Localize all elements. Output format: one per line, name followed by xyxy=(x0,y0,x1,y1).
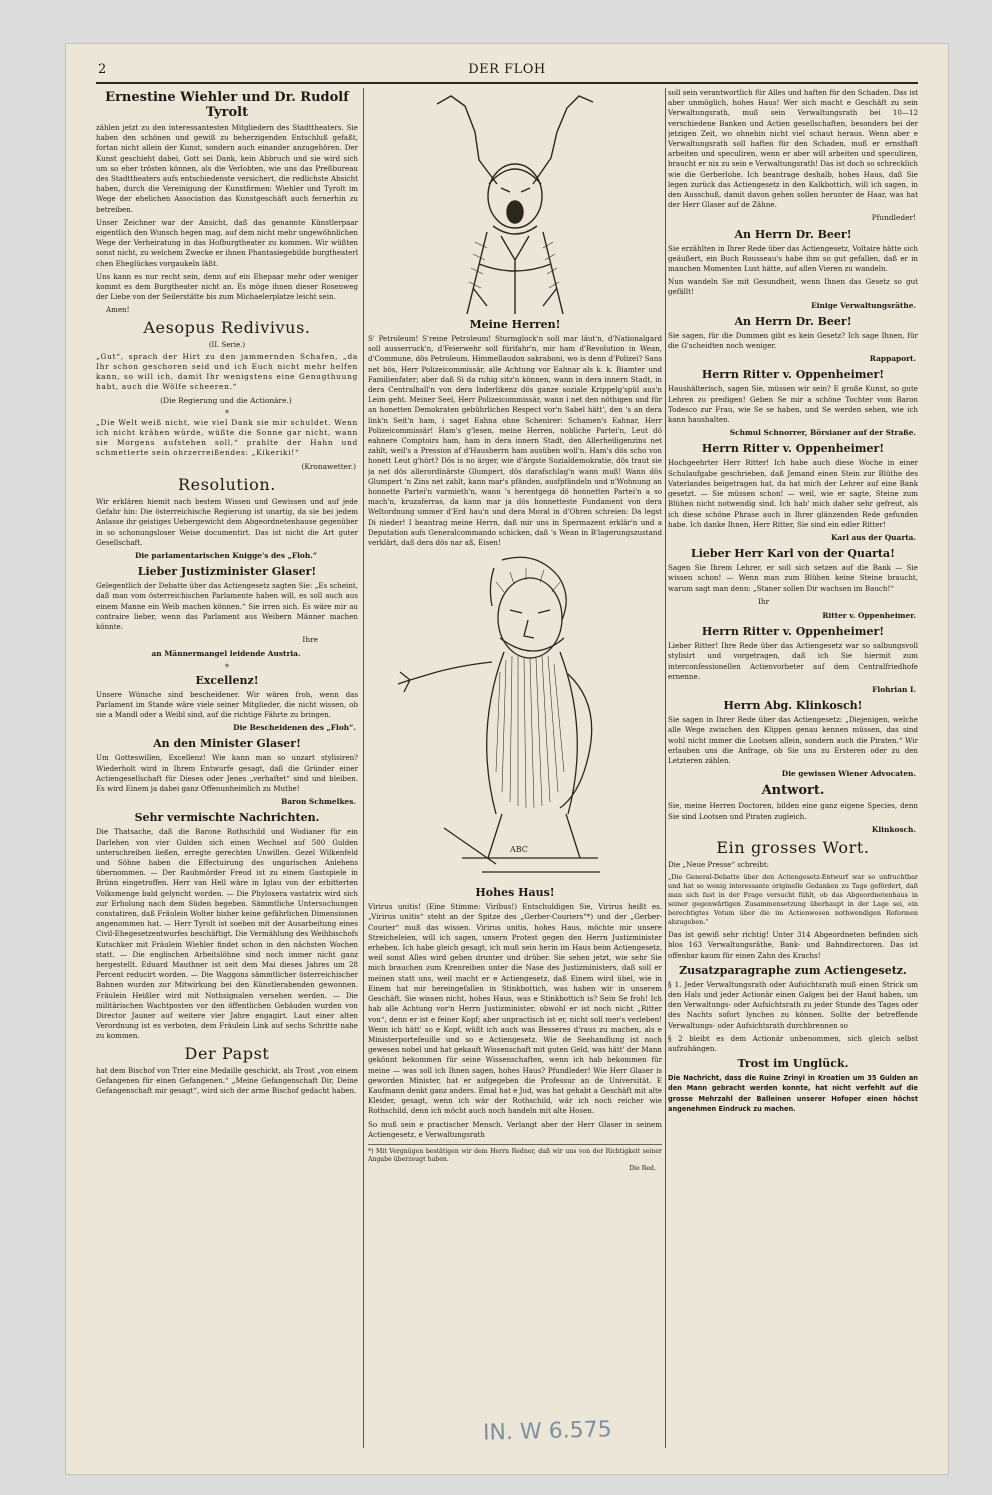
article-wiehler-tyrolt xyxy=(96,90,358,316)
article-heading: Zusatzparagraphe zum Actiengesetz. xyxy=(679,963,907,977)
footnote-signature: Die Red. xyxy=(629,1164,656,1172)
article-paragraph: Sie erzählten in Ihrer Rede über das Actiengesetz, Voltaire hätte sich geäußert, ein Buch Rousseau's habe ihm so gut gefallen, daß er in manchen Momenten Lust hätte, auf allen Vieren zu wandeln. xyxy=(668,243,918,274)
article-signature: Baron Schmelkes. xyxy=(281,797,356,807)
article-signature: Ihr xyxy=(758,596,770,606)
article-heading: Hohes Haus! xyxy=(475,886,555,900)
article-paragraph: § 2 bleibt es dem Actionär unbenommen, sich gleich selbst aufzuhängen. xyxy=(668,1033,918,1053)
article-meine-herren xyxy=(368,318,662,548)
article-paragraph: Sie sagen in Ihrer Rede über das Actiengesetz: „Diejenigen, welche alle Wege zwischen den Klippen genau kennen müssen, das sind wohl nicht immer die Lootsen allein, sondern auch die Piraten.“ Wir erlauben uns die Anfrage, ob Sie uns zu Ersteren oder zu den Letzteren zählen. xyxy=(668,715,918,765)
article-excellenz xyxy=(96,674,358,734)
article-beer-1 xyxy=(668,228,918,311)
article-heading: Meine Herren! xyxy=(469,318,561,331)
article-heading: An den Minister Glaser! xyxy=(153,737,301,751)
article-paragraph: Lieber Ritter! Ihre Rede über das Actiengesetz war so salbungsvoll stylisirt und vorgetragen, daß ich Sie hiermit zum interconfessionellen Actienvorbeter auf dem Centralfriedhofe ernenne. xyxy=(668,641,918,681)
illustration-bearded-man-caricature xyxy=(384,552,646,882)
article-paragraph: Virirus unitis! (Eine Stimme: Viribus!) Entschuldigen Sie, Virirus heißt es. „Virirus unitis“ steht an der Spitze des „Gerber-Couriers“*) und der „Gerber-Courier“ muß das wissen. Virirus unitis, hohes Haus, möchte mir unsere Streicheleien, will ich sagen, unsern Protest gegen den Herrn Justizminister erheben. Ich habe gleich gesagt, ich muß sein herin im Haus beim Actiengesetz, weil sonst Alles wird gehen drunter und drüber. Sie sehen jetzt, wie sehr Sie mich brauchen zum Krenreiben unter die Nase des Justizministers, daß soll er meinen statt uns, weil macht er e Actiengesetz, daß Einem wird übel, wie in Einem hat mir hereingefallen in Stinkbottich, was haben wir in unserem Geschäft. Sie wissen nicht, hohes Haus, was e Stinkbottich is? Sein Se froh! Ich hab alle Achtung vor'n Herrn Justizminister, obwohl er ist noch nicht „Ritter von“, denn er ist e feiner Kopf; aber unpractisch ist er, nicht soll mer's verleben! Wenn ich hätt' so e Kopf, wüßt ich auch was Besseres d'raus zu machen, als e Ministerportefeuille und so e Actiengesetz. Wie de Seehandlung ist noch gewesen nobel und hat gekauft Wissenschaft mit guten Geld, was hätt' der Mann gekönnt bekommen für seine Wissenschaften, wenn ich hab bekommen für meine — was soll ich Ihnen sagen, hohes Haus? Pfundleder! Wie Herr Glaser is geworden Minister, hat er aufgegeben die Professur an de Universität. E Kaufmann denkt ganz anders. Emal hat e Jud, was hat gehabt a Geschäft mit alte Kleider, gesagt, wenn ich wär der Rothschild, wär ich noch reicher wie Rothschild, denn ich möcht auch noch handeln mit alte Hosen. xyxy=(368,902,662,1116)
article-heading: Der Papst xyxy=(184,1043,270,1063)
article-heading: Herrn Ritter v. Oppenheimer! xyxy=(701,625,885,639)
column-rule-1 xyxy=(363,88,364,1448)
fable-paragraph: „Gut“, sprach der Hirt zu den jammernden Schafen, „da Ihr schon geschoren seid und ich Euch nicht mehr helfen kann, so will ich, damit Ihr wenigstens eine Genugthuung habt, auch die Wölfe scheeren.“ xyxy=(96,351,358,392)
article-signature: Rappaport. xyxy=(869,354,916,364)
fable-attribution: (Kronawetter.) xyxy=(301,461,356,471)
article-heading: Aesopus Redivivus. xyxy=(143,317,311,337)
article-heading: An Herrn Dr. Beer! xyxy=(734,314,852,328)
article-signature: Die gewissen Wiener Advocaten. xyxy=(781,769,916,779)
article-paragraph: § 1. Jeder Verwaltungsrath oder Aufsichtsrath muß einen Strick um den Hals und jeder Actionär einen Galgen bei der Hand haben, um den Verwaltungs- oder Aufsichtsrath zu jeder Stunde des Tages oder des Nachts sofort lynchen zu können. Sollte der betreffende Verwaltungs- oder Aufsichtsrath durchbrennen so xyxy=(668,979,918,1030)
article-justizminister xyxy=(96,565,358,671)
article-paragraph: Die „Neue Presse“ schreibt: xyxy=(668,859,770,869)
article-karl-quarta xyxy=(668,547,918,621)
article-paragraph: Die Nachricht, dass die Ruine Zrinyi in Kroatien um 35 Gulden an den Mann gebracht werden konnte, hat nicht verfehlt auf die grosse Mehrzahl der Balleinen unserer Hofoper einen höchst angenehmen Eindruck zu machen. xyxy=(668,1074,918,1113)
article-heading: Lieber Herr Karl von der Quarta! xyxy=(691,547,895,561)
article-paragraph: Amen! xyxy=(106,305,130,315)
article-oppenheimer-2 xyxy=(668,442,918,543)
article-signature: Klinkosch. xyxy=(871,824,916,834)
article-heading: Ein grosses Wort. xyxy=(716,837,870,857)
article-oppenheimer-3 xyxy=(668,625,918,695)
article-heading: Excellenz! xyxy=(195,673,259,687)
article-continuation xyxy=(668,88,918,224)
article-paragraph: Das ist gewiß sehr richtig! Unter 314 Abgeordneten befinden sich blos 163 Verwaltungsräthe, Bank- und Bahndirectoren. Das ist offenbar kaum für einen Zahn des Krachs! xyxy=(668,930,918,960)
article-heading: Herrn Ritter v. Oppenheimer! xyxy=(701,368,885,382)
column-right xyxy=(668,88,918,1458)
article-beer-2 xyxy=(668,315,918,365)
article-heading: Ernestine Wiehler und Dr. Rudolf Tyrolt xyxy=(105,90,349,120)
column-rule-2 xyxy=(665,88,666,1448)
article-signature: Ihre xyxy=(302,635,318,645)
article-paragraph: Unsere Wünsche sind bescheidener. Wir wären froh, wenn das Parlament im Stande wäre viele seiner Mitglieder, die nicht wissen, ob sie a Mandl oder a Weibl sind, auf die richtige Fährte zu bringen. xyxy=(96,689,358,719)
article-paragraph: Wir erklären hiemit nach bestem Wissen und Gewissen und auf jede Gefahr hin: Die österreichische Regierung ist unartig, da sie bei jedem Anlasse ihr geistiges Uebergewicht dem Abgeordnetenhause gegenüber in so schonungsloser Weise documentirt. Das ist nicht die Art guter Gesellschaft. xyxy=(96,496,358,547)
newspaper-title: DER FLOH xyxy=(468,62,546,77)
article-paragraph: So muß sein e practischer Mensch. Verlangt aber der Herr Glaser in seinem Actiengesetz, e Verwaltungsrath xyxy=(368,1119,662,1139)
article-vermischte-nachrichten xyxy=(96,811,358,1041)
article-heading: Lieber Justizminister Glaser! xyxy=(137,565,317,579)
svg-text:ABC: ABC xyxy=(510,845,528,855)
article-signature: Die parlamentarischen Knigge's des „Floh.“ xyxy=(134,550,318,560)
article-signature: Flohrian I. xyxy=(872,684,916,694)
article-heading: Trost im Unglück. xyxy=(737,1057,849,1071)
article-zusatzparagraphe xyxy=(668,964,918,1054)
article-signature: an Männermangel leidende Austria. xyxy=(151,649,301,659)
article-paragraph: Hochgeehrter Herr Ritter! Ich habe auch diese Woche in einer Schulaufgabe geschrieben, daß Jemand einen Stein zur Blüthe des Vaterlandes beigetragen hat, da hat mich der Lehrer auf eine Bank gesetzt. — Sie müssen schon! — weil, wie er sagte, Steine zum Blühen nicht notwendig sind. Ich hab' mich daher sehr gefreut, als ich diese schöne Phrase auch in Ihrer glänzenden Rede gefunden habe. Ich danke Ihnen, Herr Ritter, Sie sind ein edler Ritter! xyxy=(668,458,918,529)
archive-stamp: IN. W 6.575 xyxy=(482,1417,612,1446)
masthead xyxy=(96,60,918,84)
article-klinkosch xyxy=(668,699,918,779)
article-signature: Schmul Schnorrer, Börsianer auf der Straße. xyxy=(729,428,916,438)
article-paragraph: Haushälterisch, sagen Sie, müssen wir sein? E große Kunst, so gute Lehren zu predigen! Geben Se mir a schöne Tochter vom Baron Todesco zur Frau, wie Se se haben, und Se werden sehen, wie ich kann haushalten. xyxy=(668,384,918,425)
article-papst xyxy=(96,1045,358,1097)
article-paragraph: zählen jetzt zu den interessantesten Mitgliedern des Stadttheaters. Sie haben den schönen und gewiß zu beherzigenden Entschluß gefaßt, fortan nicht allein der Kunst, sondern auch einander anzugehören. Der Kunst geschieht dabei, Gott sei Dank, kein Abbruch und sie wird sich um so eher trösten können, als die Verlobten, wie uns das Preßbureau des Stadttheaters aufs entschiedenste versichert, die redlichste Absicht haben, durch die Vereinigung der Kunstfirmen: Wiehler und Tyrolt im Wege der ehelichen Association das Kunstgeschäft auch fernerhin zu betreiben. xyxy=(96,123,358,214)
article-paragraph: Sie, meine Herren Doctoren, bilden eine ganz eigene Species, denn Sie sind Lootsen und Piraten zugleich. xyxy=(668,801,918,821)
fable-paragraph: „Die Welt weiß nicht, wie viel Dank sie mir schuldet. Wenn ich nicht krähen würde, wüßte die Sonne gar nicht, wann sie Morgens aufstehen soll,“ prahlte der Hahn und schmetterte sein ohrzerreißendes: „Kikeriki!“ xyxy=(96,417,358,458)
article-paragraph: soll sein verantwortlich für Alles und haften für den Schaden. Das ist aber unmöglich, hohes Haus! Wer sich macht e Geschäft zu sein Verwaltungsrath, muß sein Verwaltungsrath bei 10—12 verschiedene Banken und Actien gesellschaften, besonders bei der jetzigen Zeit, wo ohnehin nicht viel schaut heraus. Wenn aber e Verwaltungsrath soll haften für den Schaden, muß er ernsthaft arbeiten und speculiren, wenn er aber will arbeiten und speculiren, braucht er nix zu sein e Verwaltungsrath! Das ist doch so schrecklich wie die Gerberlohe. Ich beantrage deshalb, hohes Haus, daß Sie legen zurück das Actiengesetz in den Kalkbottich, will ich sagen, in den Ausschuß, damit davon gehen sollen herunter de Haar, was hat der Herr Glaser auf de Zähne. xyxy=(668,88,918,210)
column-left xyxy=(96,88,358,1458)
article-aesopus xyxy=(96,319,358,472)
article-subtitle: (II. Serie.) xyxy=(208,340,246,349)
separator-star: * xyxy=(225,662,229,672)
article-heading: Antwort. xyxy=(761,783,825,799)
article-paragraph: Nun wandeln Sie mit Gesundheit, wenn Ihnen das Gesetz so gut gefällt! xyxy=(668,277,918,297)
article-quote: „Die General-Debatte über den Actiengesetz-Entwurf war so unfruchtbar und hat so wenig interessante originelle Gedanken zu Tage gefördert, daß man sich fast in der Frage versucht fühlt, ob das Abgeordnetenhaus in seiner gegenwärtigen Zusammensetzung überhaupt in der Lage sei, ein berechtigtes Votum über die im Actienwesen nothwendigen Reformen abzugeben.“ xyxy=(668,873,918,927)
separator-star: * xyxy=(225,408,229,418)
article-minister-glaser xyxy=(96,737,358,807)
article-heading: Herrn Ritter v. Oppenheimer! xyxy=(701,442,885,456)
article-paragraph: Unser Zeichner war der Ansicht, daß das genannte Künstlerpaar eigentlich den Wunsch hegen mag, auf dem nicht mehr ungewöhnlichen Wege der Verheiratung in das Hofburgtheater zu kommen. Wir wüßten sonst nicht, zu welchem Zwecke er ihnen Phantasiegebilde burgtheaterl chen Eheglückes vorgaukeln läßt. xyxy=(96,217,358,268)
article-signature: Einige Verwaltungsräthe. xyxy=(811,300,916,310)
article-heading: An Herrn Dr. Beer! xyxy=(734,227,852,241)
article-hohes-haus xyxy=(368,886,662,1140)
article-paragraph: Gelegentlich der Debatte über das Actiengesetz sagten Sie: „Es scheint, daß man vom österreichischen Parlamente haben will, es soll auch aus einem Manne ein Weib machen können.“ Sie irren sich. Es wäre mir au contraire lieber, wenn das Parlament aus Weibern Männer machen könnte. xyxy=(96,581,358,631)
article-signature: Karl aus der Quarta. xyxy=(831,532,916,542)
article-antwort xyxy=(668,783,918,835)
newspaper-page xyxy=(66,44,948,1474)
article-paragraph: Die Thatsache, daß die Barone Rothschild und Wodianer für ein Darlehen von vier Gulden sich einen Wechsel auf 500 Gulden unterschreiben ließen, erregte gerechten Unwillen. Gezel Wilkenfeld und Söhne haben die Effectuirung des ungarischen Anlehens übernommen. — Der Raubmörder Freud ist zu einem Gastspiele in Brünn eingetroffen. Herr van Hell wäre in Iglau von der erbitterten Volksmenge bald gelyncht worden. — Die Phyloxera vastatrix wird sich zur Erholung nach dem Süden begeben. Sämmtliche Untersuchungen constatiren, daß Fräulein Wolter bisher keine gefährlichen Dimensionen angenommen hat. — Herr Tyrolt ist soeben mit der Ausarbeitung eines Civil-Ehegesetzentwurfes beschäftigt. Die Vermählung des Weihbischofs Kutschker mit Fräulein Wiehler findet schon in den nächsten Wochen statt. — Die englischen Arbeitslöhne sind noch immer nicht ganz hergestellt. Eduard Mauthner ist seit dem Mai dieses Jahres um 28 Percent reducirt worden. — Die Waggons sämmtlicher österreichischer Bahnen wurden zur Mitwirkung bei den Künstlerabenden gewonnen. Fräulein Heißler wird mit Nothsignalen versehen werden. — Die militärischen Wachtposten vor den öffentlichen Gebäuden wurden von Director Jauner auf weitere vier Jahre engagirt. Laut einer alten Verordnung ist es verboten, dem Fräulein Link auf sechs Schritte nahe zu kommen. xyxy=(96,827,358,1041)
article-signature: Pfundleder! xyxy=(871,213,916,223)
footnote-text: *) Mit Vergnügen bestätigen wir dem Herrn Redner, daß wir uns von der Richtigkeit seiner Angabe überzeugt haben. xyxy=(368,1147,662,1164)
article-paragraph: Um Gotteswillen, Excellenz! Wie kann man so unzart stylisiren? Wiederholt wird in Ihrem Entwurfe gesagt, daß die Gründer einer Actiengesellschaft für Dieses oder Jenes „verhaftet“ sind und bleiben. Es wird Einem ja dabei ganz Offenunheimlich zu Muthe! xyxy=(96,753,358,793)
article-heading: Resolution. xyxy=(178,474,276,494)
article-paragraph: Uns kann es nur recht sein, denn auf ein Ehepaar mehr oder weniger kommt es dem Burgtheater nicht an. Es möge ihnen dieser Rosenweg der Liebe von der Seilerstätte bis zum Michaelerplatze leicht sein. xyxy=(96,271,358,302)
article-paragraph: hat dem Bischof von Trier eine Medaille geschickt, als Trost „von einem Gefangenen für einen Gefangenen.“ „Meine Gefangenschaft Dir, Deine Gefangenschaft mir gesagt“, wird sich der arme Bischof gedacht haben. xyxy=(96,1065,358,1096)
article-signature: Die Bescheidenen des „Floh“. xyxy=(233,723,356,733)
footnote xyxy=(368,1144,662,1173)
fable-attribution: (Die Regierung und die Actionäre.) xyxy=(160,395,292,405)
article-heading: Sehr vermischte Nachrichten. xyxy=(134,811,320,825)
article-trost xyxy=(668,1057,918,1114)
article-resolution xyxy=(96,476,358,561)
article-paragraph: Sagen Sie Ihrem Lehrer, er soll sich setzen auf die Bank — Sie wissen schon! — Wenn man zum Blühen keine Steine braucht, warum sagt man denn: „Staner sollen Dir wachsen im Bauch!“ xyxy=(668,563,918,593)
article-paragraph: Sie sagen, für die Dummen gibt es kein Gesetz? Ich sage Ihnen, für die G'scheidten noch weniger. xyxy=(668,330,918,351)
illustration-shouting-man xyxy=(417,92,613,314)
column-middle xyxy=(368,88,662,1458)
article-signature: Ritter v. Oppenheimer. xyxy=(822,610,916,620)
article-oppenheimer-1 xyxy=(668,368,918,438)
article-grosses-wort xyxy=(668,839,918,961)
article-paragraph: S' Petroleum! S'reine Petroleum! Sturmglock'n soll mar läut'n, d'Nationalgard soll ausserruck'n, d'Feierwehr soll fürifahr'n, mir ham d'Revolution in Wean, d'Commune, dös Petroleum. Himmellaudon sakrabonі, wo is denn d'Polizei? Sans net bös, Herr Polizeicommissär, alle Achtung vor Eahnar als k. k. Biamter und Familienfater; aber daß Si da ruhig sitz'n können, wann in dera innern Stadt, in dera Centralhall'n von dera Inderlikenz dös ganze soziale Krippelg'spül aus'n Leim geht. Meiner Seel, Herr Polizeicommissär, wann i net den nöthigen und für an honetten Demokraten gebührlichen Respect vor'n Sabel hätt', den 's an dera link'n Seit'n ham, i saget Eahna ohne Schenirer: Schamen's Eahnar, Herr Polizeicommissär! Ham's g'lesen, meine Herren, nobliche Partei'n, Leut dö eahnere Comptoirs ham, ham in dera innern Stadt, den Allerheiligenzins net zahlt, weil's a Pression af d'Hausherrn ham ausüben woll'n. Ham's dös scho von honett Leut g'hört? Dös is no ärger, wie d'ärgste Sozialdemokratie, dös traut sie ja net dös allerordinärste Glumpert, dös darafschlag'n wann muß! Wann dös Glumpert 'n Zins net zahlt, kann mar's pfänden, ausfpfändeln und n'Wohnung an honnette Partei'n varmieth'n, wann 's herentgega dö honnetten Partei'n a so mach'n, kruzaferras, da kann mar ja dös honnetteste Fundament von dera Weltordnung ummer d'Erd hau'n und dera Moral in d'Ohren schreien: Da legst Di nieder! I beantrag meine Herrn, daß mir uns in Spermazent erklär'n und a Deputation aufs Generalcommando schicken, daß 's Wean in B'lagerungszustand verklärt, daß dera dös nar aß, Eisen! xyxy=(368,334,662,548)
article-heading: Herrn Abg. Klinkosch! xyxy=(723,699,863,713)
page-number: 2 xyxy=(98,62,107,77)
